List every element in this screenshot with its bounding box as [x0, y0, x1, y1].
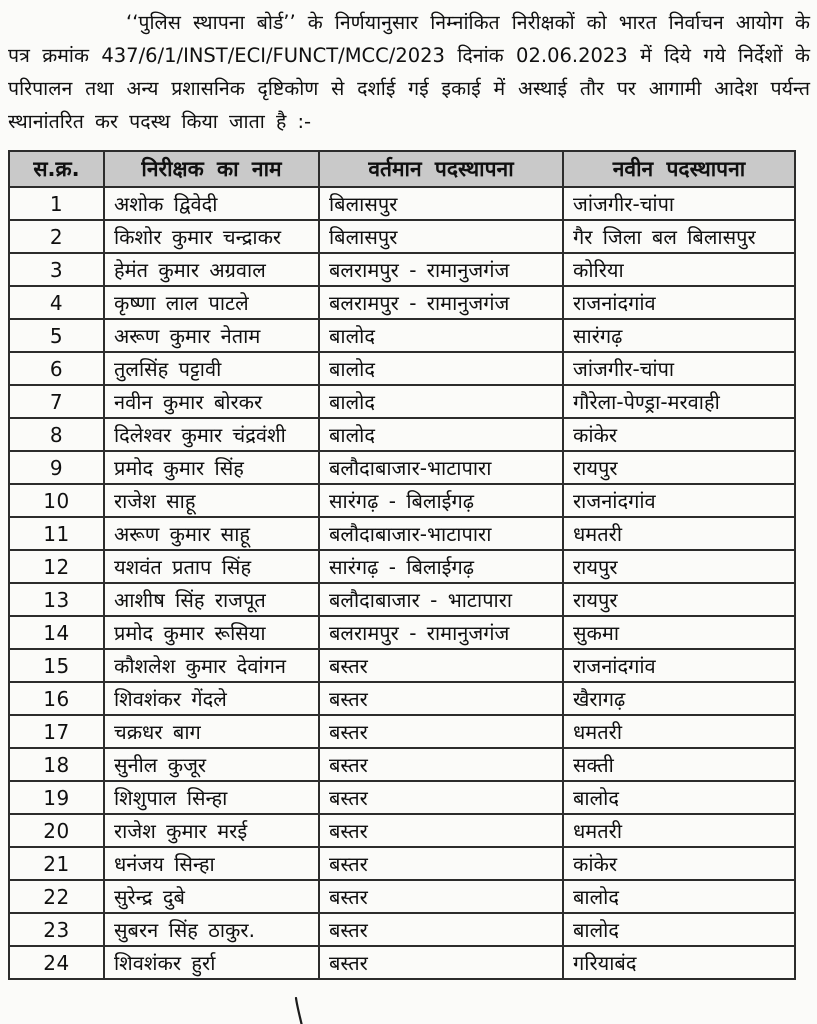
- cell-new-posting: धमतरी: [563, 715, 795, 748]
- cell-inspector-name: नवीन कुमार बोरकर: [104, 385, 319, 418]
- table-row: [9, 187, 795, 220]
- cell-serial-no: 13: [9, 583, 104, 616]
- cell-new-posting: सक्ती: [563, 748, 795, 781]
- cell-inspector-name: हेमंत कुमार अग्रवाल: [104, 253, 319, 286]
- cell-current-posting: बालोद: [319, 418, 563, 451]
- cell-current-posting: बस्तर: [319, 682, 563, 715]
- cell-serial-no: 6: [9, 352, 104, 385]
- table-header-col-serial-no: स.क्र.: [9, 151, 104, 187]
- transfer-table: [8, 150, 796, 980]
- table-row: [9, 682, 795, 715]
- cell-new-posting: राजनांदगांव: [563, 286, 795, 319]
- cell-serial-no: 3: [9, 253, 104, 286]
- cell-inspector-name: चक्रधर बाग: [104, 715, 319, 748]
- table-row: [9, 451, 795, 484]
- cell-current-posting: बालोद: [319, 319, 563, 352]
- cell-current-posting: बिलासपुर: [319, 187, 563, 220]
- table-row: [9, 220, 795, 253]
- cell-inspector-name: आशीष सिंह राजपूत: [104, 583, 319, 616]
- cell-inspector-name: कृष्णा लाल पाटले: [104, 286, 319, 319]
- cell-current-posting: बस्तर: [319, 913, 563, 946]
- cell-serial-no: 22: [9, 880, 104, 913]
- cell-serial-no: 16: [9, 682, 104, 715]
- cell-new-posting: बालोद: [563, 913, 795, 946]
- cell-inspector-name: अरूण कुमार साहू: [104, 517, 319, 550]
- cell-new-posting: सुकमा: [563, 616, 795, 649]
- cell-serial-no: 17: [9, 715, 104, 748]
- cell-new-posting: बालोद: [563, 880, 795, 913]
- table-row: [9, 913, 795, 946]
- table-body: [9, 187, 795, 979]
- cell-inspector-name: शिवशंकर हुर्रा: [104, 946, 319, 979]
- cell-inspector-name: राजेश साहू: [104, 484, 319, 517]
- table-header-row: [9, 151, 795, 187]
- cell-new-posting: धमतरी: [563, 814, 795, 847]
- cell-inspector-name: शिवशंकर गेंदले: [104, 682, 319, 715]
- cell-serial-no: 2: [9, 220, 104, 253]
- cell-current-posting: बस्तर: [319, 946, 563, 979]
- cell-serial-no: 14: [9, 616, 104, 649]
- table-row: [9, 319, 795, 352]
- cell-current-posting: बालोद: [319, 352, 563, 385]
- cell-current-posting: सारंगढ़ - बिलाईगढ़: [319, 550, 563, 583]
- cell-serial-no: 19: [9, 781, 104, 814]
- cell-new-posting: रायपुर: [563, 550, 795, 583]
- table-header: [9, 151, 795, 187]
- cell-inspector-name: तुलसिंह पट्टावी: [104, 352, 319, 385]
- table-row: [9, 781, 795, 814]
- cell-current-posting: बिलासपुर: [319, 220, 563, 253]
- cell-new-posting: कोरिया: [563, 253, 795, 286]
- cell-current-posting: बलरामपुर - रामानुजगंज: [319, 253, 563, 286]
- cell-new-posting: कांकेर: [563, 418, 795, 451]
- table-row: [9, 748, 795, 781]
- cell-current-posting: सारंगढ़ - बिलाईगढ़: [319, 484, 563, 517]
- cell-new-posting: गरियाबंद: [563, 946, 795, 979]
- table-header-col-inspector-name: निरीक्षक का नाम: [104, 151, 319, 187]
- table-row: [9, 649, 795, 682]
- cell-new-posting: जांजगीर-चांपा: [563, 187, 795, 220]
- cell-inspector-name: धनंजय सिन्हा: [104, 847, 319, 880]
- cell-serial-no: 8: [9, 418, 104, 451]
- cell-current-posting: बलरामपुर - रामानुजगंज: [319, 616, 563, 649]
- table-row: [9, 418, 795, 451]
- cell-serial-no: 23: [9, 913, 104, 946]
- table-row: [9, 253, 795, 286]
- table-row: [9, 847, 795, 880]
- cell-serial-no: 15: [9, 649, 104, 682]
- cell-current-posting: बलौदाबाजार - भाटापारा: [319, 583, 563, 616]
- cell-inspector-name: शिशुपाल सिन्हा: [104, 781, 319, 814]
- table-row: [9, 286, 795, 319]
- table-header-col-current-posting: वर्तमान पदस्थापना: [319, 151, 563, 187]
- cell-inspector-name: किशोर कुमार चन्द्राकर: [104, 220, 319, 253]
- cell-serial-no: 4: [9, 286, 104, 319]
- pen-stroke-mark: [293, 997, 305, 1024]
- cell-inspector-name: राजेश कुमार मरई: [104, 814, 319, 847]
- cell-new-posting: बालोद: [563, 781, 795, 814]
- cell-serial-no: 1: [9, 187, 104, 220]
- table-row: [9, 946, 795, 979]
- cell-current-posting: बालोद: [319, 385, 563, 418]
- cell-inspector-name: अरूण कुमार नेताम: [104, 319, 319, 352]
- cell-new-posting: धमतरी: [563, 517, 795, 550]
- cell-current-posting: बस्तर: [319, 880, 563, 913]
- table-row: [9, 517, 795, 550]
- table-row: [9, 484, 795, 517]
- cell-inspector-name: कौशलेश कुमार देवांगन: [104, 649, 319, 682]
- cell-new-posting: कांकेर: [563, 847, 795, 880]
- cell-new-posting: राजनांदगांव: [563, 484, 795, 517]
- table-row: [9, 550, 795, 583]
- cell-serial-no: 20: [9, 814, 104, 847]
- table-row: [9, 715, 795, 748]
- cell-current-posting: बस्तर: [319, 715, 563, 748]
- cell-current-posting: बस्तर: [319, 847, 563, 880]
- cell-new-posting: खैरागढ़: [563, 682, 795, 715]
- cell-current-posting: बस्तर: [319, 781, 563, 814]
- table-row: [9, 352, 795, 385]
- cell-serial-no: 24: [9, 946, 104, 979]
- cell-inspector-name: प्रमोद कुमार सिंह: [104, 451, 319, 484]
- cell-serial-no: 11: [9, 517, 104, 550]
- cell-serial-no: 12: [9, 550, 104, 583]
- cell-inspector-name: प्रमोद कुमार रूसिया: [104, 616, 319, 649]
- cell-inspector-name: सुनील कुजूर: [104, 748, 319, 781]
- cell-current-posting: बस्तर: [319, 748, 563, 781]
- table-row: [9, 583, 795, 616]
- cell-serial-no: 10: [9, 484, 104, 517]
- cell-serial-no: 5: [9, 319, 104, 352]
- cell-serial-no: 9: [9, 451, 104, 484]
- cell-current-posting: बलरामपुर - रामानुजगंज: [319, 286, 563, 319]
- table-row: [9, 814, 795, 847]
- cell-inspector-name: दिलेश्वर कुमार चंद्रवंशी: [104, 418, 319, 451]
- cell-new-posting: रायपुर: [563, 451, 795, 484]
- cell-new-posting: जांजगीर-चांपा: [563, 352, 795, 385]
- cell-new-posting: गौरेला-पेण्ड्रा-मरवाही: [563, 385, 795, 418]
- cell-inspector-name: सुबरन सिंह ठाकुर.: [104, 913, 319, 946]
- cell-new-posting: राजनांदगांव: [563, 649, 795, 682]
- cell-serial-no: 21: [9, 847, 104, 880]
- intro-paragraph: ‘‘पुलिस स्थापना बोर्ड’’ के निर्णयानुसार निम्नांकित निरीक्षकों को भारत निर्वाचन आयोग के पत्र क्रमांक 437/6/1/INST/ECI/FUNCT/MCC/2023 दिनांक 02.06.2023 में दिये गये निर्देशों के परिपालन तथा अन्य प्रशासनिक दृष्टिकोण से दर्शाई गई इकाई में अस्थाई तौर पर आगामी आदेश पर्यन्त स्थानांतरित कर पदस्थ किया जाता है :-: [8, 11, 810, 133]
- cell-new-posting: रायपुर: [563, 583, 795, 616]
- cell-inspector-name: अशोक द्विवेदी: [104, 187, 319, 220]
- table-row: [9, 616, 795, 649]
- cell-new-posting: सारंगढ़: [563, 319, 795, 352]
- cell-current-posting: बस्तर: [319, 814, 563, 847]
- cell-current-posting: बस्तर: [319, 649, 563, 682]
- table-row: [9, 880, 795, 913]
- cell-current-posting: बलौदाबाजार-भाटापारा: [319, 517, 563, 550]
- table-header-col-new-posting: नवीन पदस्थापना: [563, 151, 795, 187]
- cell-serial-no: 18: [9, 748, 104, 781]
- cell-inspector-name: यशवंत प्रताप सिंह: [104, 550, 319, 583]
- table-row: [9, 385, 795, 418]
- cell-new-posting: गैर जिला बल बिलासपुर: [563, 220, 795, 253]
- cell-current-posting: बलौदाबाजार-भाटापारा: [319, 451, 563, 484]
- cell-inspector-name: सुरेन्द्र दुबे: [104, 880, 319, 913]
- cell-serial-no: 7: [9, 385, 104, 418]
